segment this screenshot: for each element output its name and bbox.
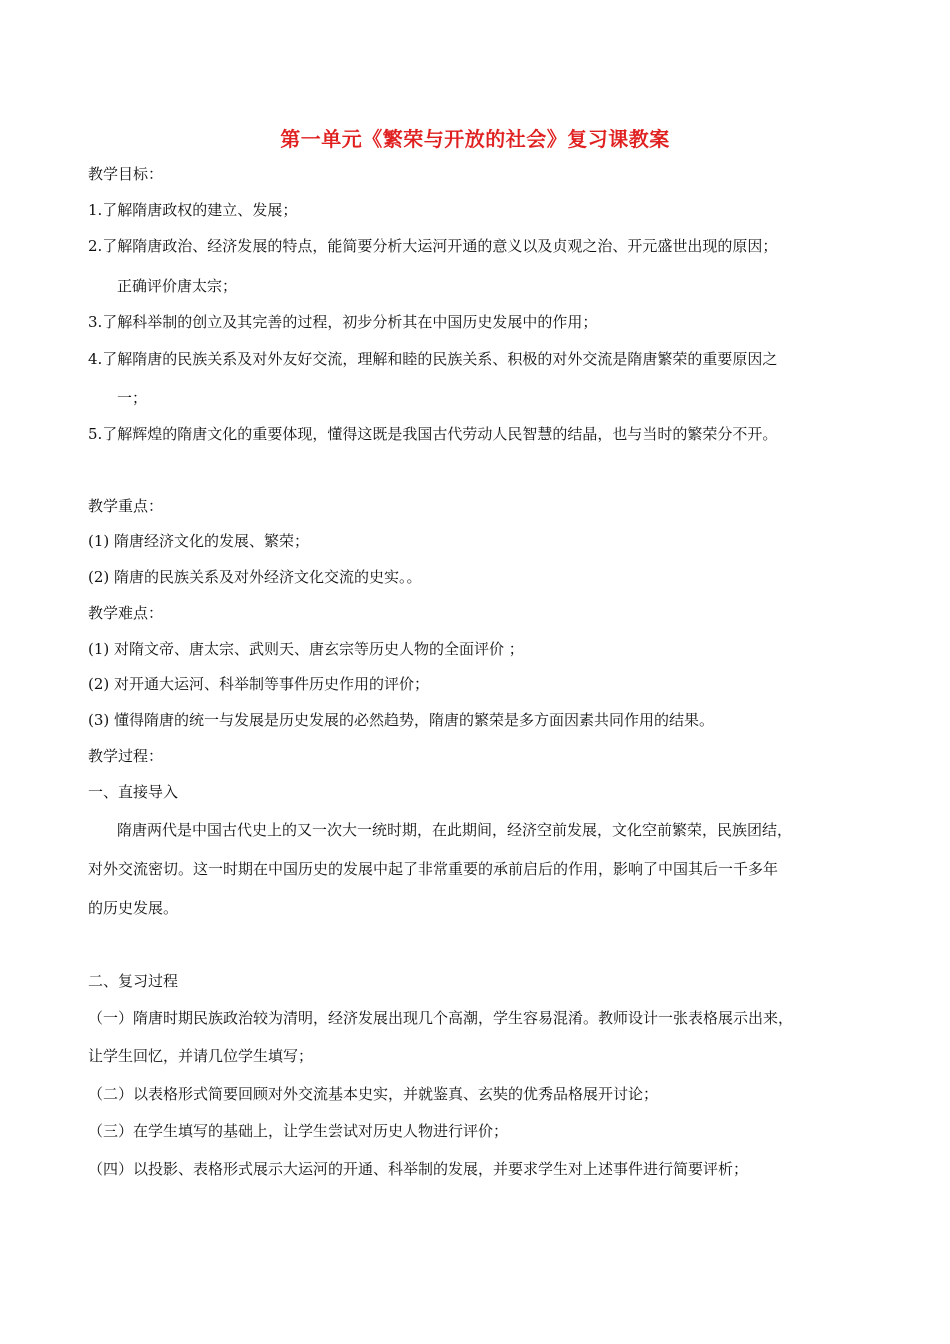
process-heading: 教学过程： — [88, 747, 164, 765]
objective-item: 2.了解隋唐政治、经济发展的特点，能简要分析大运河开通的意义以及贞观之治、开元盛世出现的原因； — [88, 237, 778, 255]
section2-line: （三）在学生填写的基础上，让学生尝试对历史人物进行评价； — [88, 1122, 509, 1140]
difficulty-item: (1) 对隋文帝、唐太宗、武则天、唐玄宗等历史人物的全面评价 ； — [88, 640, 524, 658]
objective-item: 3.了解科举制的创立及其完善的过程，初步分析其在中国历史发展中的作用； — [88, 313, 598, 331]
difficulty-item: (3) 懂得隋唐的统一与发展是历史发展的必然趋势，隋唐的繁荣是多方面因素共同作用的结果。 — [88, 711, 715, 729]
section1-paragraph-line: 对外交流密切。这一时期在中国历史的发展中起了非常重要的承前启后的作用，影响了中国其后一千多年 — [88, 860, 779, 878]
objective-item-continuation: 正确评价唐太宗； — [117, 277, 238, 295]
objective-item-continuation: 一； — [117, 389, 148, 407]
objective-item: 5.了解辉煌的隋唐文化的重要体现，懂得这既是我国古代劳动人民智慧的结晶，也与当时的繁荣分不开。 — [88, 425, 778, 443]
section1-title: 一、直接导入 — [88, 783, 179, 801]
objectives-heading: 教学目标： — [88, 165, 164, 183]
key-point-item: (1) 隋唐经济文化的发展、繁荣； — [88, 532, 310, 550]
difficulty-item: (2) 对开通大运河、科举制等事件历史作用的评价； — [88, 675, 430, 693]
objective-item: 4.了解隋唐的民族关系及对外友好交流，理解和睦的民族关系、积极的对外交流是隋唐繁荣的重要原因之 — [88, 350, 778, 368]
document-title: 第一单元《繁荣与开放的社会》复习课教案 — [280, 127, 670, 151]
key-point-item: (2) 隋唐的民族关系及对外经济文化交流的史实。。 — [88, 568, 422, 586]
section2-line: （二）以表格形式简要回顾对外交流基本史实，并就鉴真、玄奘的优秀品格展开讨论； — [88, 1085, 659, 1103]
key-points-heading: 教学重点： — [88, 497, 164, 515]
objective-item: 1.了解隋唐政权的建立、发展； — [88, 201, 298, 219]
section2-line: （一）隋唐时期民族政治较为清明，经济发展出现几个高潮，学生容易混淆。教师设计一张表格展示出来， — [88, 1009, 794, 1027]
section1-paragraph-line: 的历史发展。 — [88, 899, 179, 917]
section2-line: （四）以投影、表格形式展示大运河的开通、科举制的发展，并要求学生对上述事件进行简要评析； — [88, 1160, 749, 1178]
section2-line: 让学生回忆，并请几位学生填写； — [88, 1047, 314, 1065]
section2-title: 二、复习过程 — [88, 972, 179, 990]
difficulties-heading: 教学难点： — [88, 604, 164, 622]
section1-paragraph-line: 隋唐两代是中国古代史上的又一次大一统时期，在此期间，经济空前发展，文化空前繁荣，民族团结， — [117, 821, 793, 839]
